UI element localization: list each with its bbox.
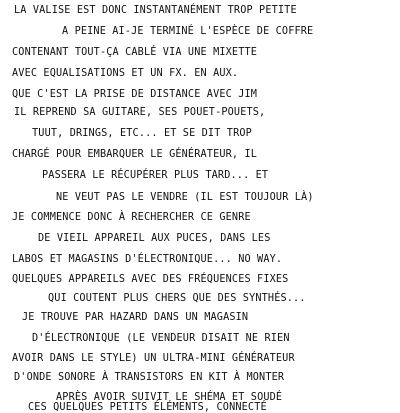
text-line: JE TROUVE PAR HAZARD DANS UN MAGASIN bbox=[22, 312, 249, 323]
text-line: LA VALISE EST DONC INSTANTANÉMENT TROP PETITE bbox=[14, 5, 297, 16]
text-line: LABOS ET MAGASINS D'ÉLECTRONIQUE... NO WAY. bbox=[12, 254, 283, 265]
text-line: NE VEUT PAS LE VENDRE (IL EST TOUJOUR LÀ) bbox=[56, 192, 314, 203]
text-line: AVEC EQUALISATIONS ET UN FX. EN AUX. bbox=[12, 68, 239, 79]
text-line: PASSERA LE RÉCUPÉRER PLUS TARD... ET bbox=[42, 170, 269, 181]
text-line: DE VIEIL APPAREIL AUX PUCES, DANS LES bbox=[38, 233, 271, 244]
text-line: APRÈS AVOIR SUIVIT LE SHÉMA ET SOUDÉ bbox=[56, 392, 283, 403]
text-line: QUELQUES APPAREILS AVEC DES FRÉQUENCES FIXES bbox=[12, 274, 289, 285]
text-line: AVOIR DANS LE STYLE) UN ULTRA-MINI GÉNÉRATEUR bbox=[12, 353, 295, 364]
text-line: CHARGÉ POUR EMBARQUER LE GÉNÉRATEUR, IL bbox=[12, 149, 258, 160]
text-line: TUUT, DRINGS, ETC... ET SE DIT TROP bbox=[32, 128, 252, 139]
text-line: QUE C'EST LA PRISE DE DISTANCE AVEC JIM bbox=[12, 89, 258, 100]
text-line: D'ONDE SONORE À TRANSISTORS EN KIT À MONTER bbox=[14, 372, 285, 383]
text-line: A PEINE AI-JE TERMINÉ L'ESPÈCE DE COFFRE bbox=[62, 26, 314, 37]
text-line: IL REPREND SA GUITARE, SES POUET-POUETS, bbox=[14, 107, 266, 118]
text-line: QUI COUTENT PLUS CHERS QUE DES SYNTHÉS... bbox=[48, 293, 306, 304]
text-line: CONTENANT TOUT-ÇA CABLÉ VIA UNE MIXETTE bbox=[12, 47, 258, 58]
text-line: D'ÉLECTRONIQUE (LE VENDEUR DISAIT NE RIEN bbox=[32, 333, 290, 344]
text-line: JE COMMENCE DONC À RECHERCHER CE GENRE bbox=[12, 212, 251, 223]
text-line: CES QUELQUES PETITS ÉLÉMENTS, CONNECTÉ bbox=[28, 402, 267, 413]
